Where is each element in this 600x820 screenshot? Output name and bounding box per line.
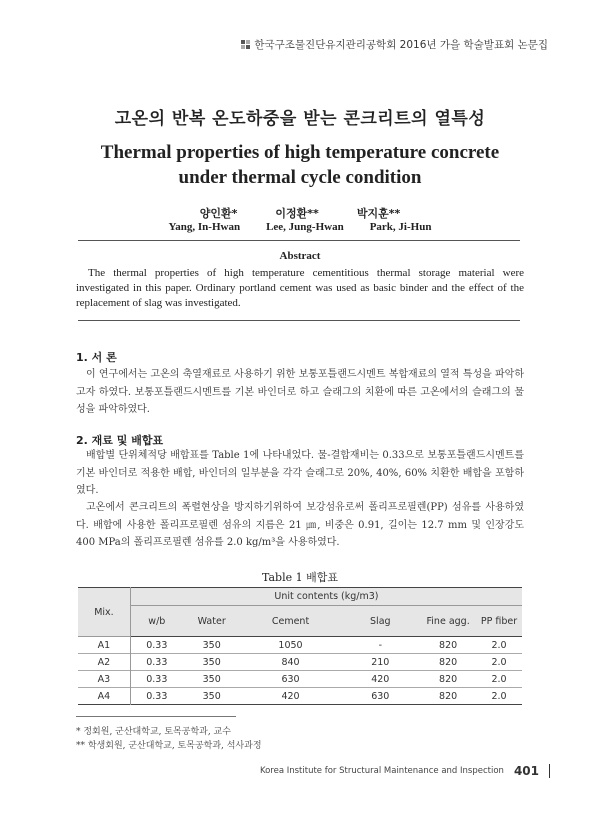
table-row bbox=[78, 671, 522, 688]
paragraph: 고온에서 콘크리트의 폭렬현상을 방지하기위하여 보강섬유로써 폴리프로필렌(PP) 섬유를 사용하였다. 배합에 사용한 폴리프로필렌 섬유의 지름은 21 ㎛, 비중은 0.91, 길이는 12.7 mm 및 인장강도 400 MPa의 폴리프로필렌 섬유를 2.0 kg/m³을 사용하였다. bbox=[76, 502, 524, 548]
table-cell: 350 bbox=[202, 639, 221, 651]
authors-korean bbox=[0, 205, 600, 221]
author-korean: 이정환** bbox=[275, 207, 319, 220]
table-cell: A2 bbox=[97, 656, 111, 668]
paragraph: 이 연구에서는 고온의 축열재료로 사용하기 위한 보통포틀랜드시멘트 복합재료의 열적 특성을 파악하고자 하였다. 보통포틀랜드시멘트를 기본 바인더로 하고 슬래그의 치환에 따른 고온에서의 슬래그의 물성을 파악하였다. bbox=[76, 369, 524, 415]
column-group-unit-contents: Unit contents (kg/m3) bbox=[130, 588, 522, 606]
table-cell: 0.33 bbox=[130, 654, 182, 671]
journal-header bbox=[241, 37, 548, 52]
table-cell: 820 bbox=[439, 690, 458, 702]
journal-name: 한국구조물진단유지관리공학회 2016년 가을 학술발표회 논문집 bbox=[254, 39, 548, 51]
column-header: Water bbox=[183, 606, 241, 637]
table-cell: 350 bbox=[202, 673, 221, 685]
author-english: Yang, In-Hwan bbox=[168, 221, 241, 233]
footnote: * 정회원, 군산대학교, 토목공학과, 교수 bbox=[76, 727, 231, 737]
footer-institute: Korea Institute for Structural Maintenance and Inspection bbox=[259, 766, 504, 776]
table-cell: 350 bbox=[202, 690, 221, 702]
table-cell: 0.33 bbox=[130, 671, 182, 688]
table-cell: 840 bbox=[281, 656, 300, 668]
abstract-top-rule bbox=[78, 240, 520, 241]
table-cell: 630 bbox=[281, 673, 300, 685]
table-row bbox=[78, 637, 522, 654]
table-cell: A3 bbox=[97, 673, 111, 685]
table-cell: 210 bbox=[371, 656, 390, 668]
table-cell: 420 bbox=[371, 673, 390, 685]
paragraph: 배합별 단위체적당 배합표를 Table 1에 나타내었다. 물-결합재비는 0.33으로 보통포틀랜드시멘트를 기본 바인더로 적용한 배합, 바인더의 일부분을 각각 슬래그로 20%, 40%, 60% 치환한 배합을 포함하였다. bbox=[76, 450, 524, 496]
table-cell: 820 bbox=[439, 639, 458, 651]
title-english-line1: Thermal properties of high temperature concrete bbox=[100, 142, 500, 163]
column-header: Fine agg. bbox=[420, 606, 476, 637]
authors-english bbox=[0, 221, 600, 233]
section-heading-introduction: 1. 서 론 bbox=[76, 351, 117, 364]
table-cell: 2.0 bbox=[491, 656, 507, 668]
column-header: Slag bbox=[340, 606, 420, 637]
abstract-bottom-rule bbox=[78, 320, 520, 321]
page-number: 401 bbox=[513, 764, 539, 778]
table-row bbox=[78, 688, 522, 705]
table-cell: 420 bbox=[281, 690, 300, 702]
title-english bbox=[0, 140, 600, 190]
column-header-mix: Mix. bbox=[78, 588, 130, 637]
table-cell: 2.0 bbox=[491, 690, 507, 702]
table-cell: 2.0 bbox=[491, 639, 507, 651]
author-english: Lee, Jung-Hwan bbox=[266, 221, 344, 233]
table-cell: A1 bbox=[97, 639, 111, 651]
author-english: Park, Ji-Hun bbox=[369, 221, 432, 233]
table-cell: 820 bbox=[439, 656, 458, 668]
column-header: Cement bbox=[241, 606, 341, 637]
table-cell: 1050 bbox=[278, 639, 303, 651]
table-cell: 630 bbox=[371, 690, 390, 702]
table-row bbox=[78, 654, 522, 671]
table-cell: 2.0 bbox=[491, 673, 507, 685]
column-header: w/b bbox=[130, 606, 182, 637]
footnote: ** 학생회원, 군산대학교, 토목공학과, 석사과정 bbox=[76, 741, 262, 751]
author-korean: 양인환* bbox=[199, 207, 238, 220]
abstract-heading: Abstract bbox=[279, 250, 321, 262]
bullet-squares-icon bbox=[241, 40, 250, 49]
table-cell: 350 bbox=[202, 656, 221, 668]
title-korean: 고온의 반복 온도하중을 받는 콘크리트의 열특성 bbox=[114, 109, 486, 129]
author-korean: 박지훈** bbox=[356, 207, 401, 220]
mix-proportion-table bbox=[78, 587, 522, 705]
table-cell: - bbox=[378, 639, 383, 651]
section-heading-materials: 2. 재료 및 배합표 bbox=[76, 434, 164, 447]
table-caption: Table 1 배합표 bbox=[262, 571, 338, 584]
table-cell: 0.33 bbox=[130, 688, 182, 705]
table-cell: 0.33 bbox=[130, 637, 182, 654]
column-header: PP fiber bbox=[476, 606, 522, 637]
title-english-line2: under thermal cycle condition bbox=[178, 167, 422, 188]
footnote-rule bbox=[76, 716, 236, 717]
footer-divider bbox=[549, 764, 550, 778]
table-cell: A4 bbox=[97, 690, 111, 702]
table-cell: 820 bbox=[439, 673, 458, 685]
page-footer bbox=[260, 764, 550, 778]
abstract-text: The thermal properties of high temperature cementitious thermal storage material were investigated in this paper. Ordinary portland cement was used as basic binder and the effect of the replacement of slag was investigated. bbox=[76, 267, 524, 310]
